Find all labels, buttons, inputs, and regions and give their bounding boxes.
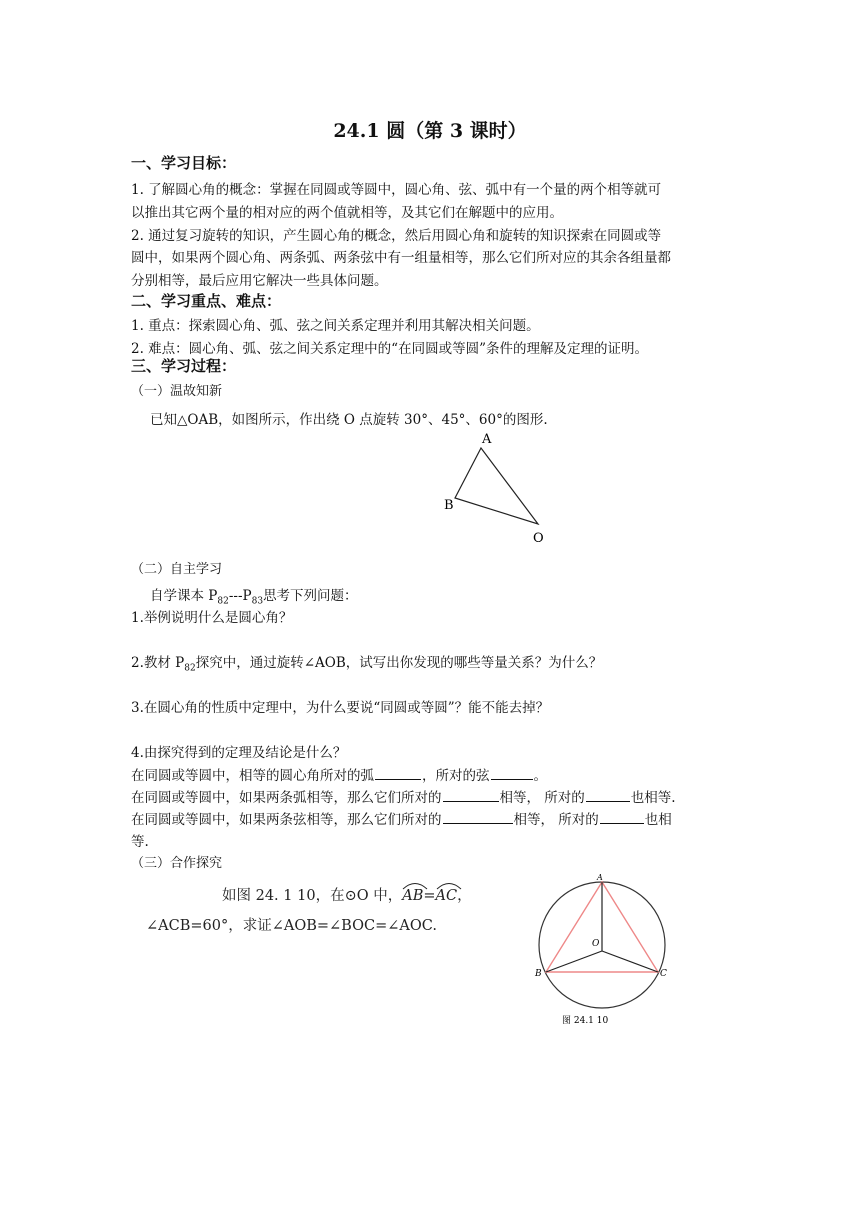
blank-2b[interactable] <box>586 789 630 802</box>
objective-1-line-1: 1. 了解圆心角的概念：掌握在同圆或等圆中，圆心角、弦、弧中有一个量的两个相等就可 <box>131 182 662 198</box>
objective-2-line-1: 2. 通过复习旋转的知识，产生圆心角的概念，然后用圆心角和旋转的知识探索在同圆或等 <box>131 228 662 244</box>
fill2-text-b: 相等， 所对的 <box>499 790 585 806</box>
fill-line-1 <box>131 764 547 784</box>
fill1-text-a: 在同圆或等圆中，相等的圆心角所对的弧 <box>131 768 374 784</box>
circle-figure <box>532 872 672 1028</box>
intro-sub-2: 83 <box>251 596 264 607</box>
fill-line-3-end: 等. <box>131 834 149 850</box>
circle-label-a: A <box>597 873 603 882</box>
radius-oc <box>602 951 658 972</box>
objective-2-line-2: 圆中，如果两个圆心角、两条弧、两条弦中有一组量相等，那么它们所对应的其余各组量都 <box>131 250 671 266</box>
intro-text-c: 思考下列问题： <box>263 588 358 604</box>
blank-2a[interactable] <box>443 789 499 802</box>
q2-text-b: 探究中，通过旋转∠AOB，试写出你发现的哪些等量关系？为什么？ <box>195 655 603 671</box>
question-4: 4.由探究得到的定理及结论是什么？ <box>131 745 347 761</box>
objective-1-line-2: 以推出其它两个量的相对应的两个值就相等，及其它们在解题中的应用。 <box>131 205 563 221</box>
q2-text-a: 2.教材 P <box>131 655 185 671</box>
triangle-oab-figure <box>440 428 550 546</box>
figure-caption: 图 24.1 10 <box>562 1016 609 1026</box>
part1-text: 已知△OAB，如图所示，作出绕 O 点旋转 30°、45°、60°的图形. <box>150 412 548 428</box>
q2-sub: 82 <box>184 663 196 674</box>
blank-chord[interactable] <box>491 767 533 780</box>
fill-line-2 <box>131 786 676 806</box>
label-b: B <box>444 498 454 513</box>
fill1-text-c: 。 <box>533 768 547 784</box>
arc-ac <box>436 886 458 904</box>
objective-2-line-3: 分别相等，最后应用它解决一些具体问题。 <box>131 273 388 289</box>
intro-text-b: ---P <box>228 588 252 604</box>
proof-text-a: 如图 24. 1 10，在⊙O 中， <box>222 888 403 904</box>
fill1-text-b: ，所对的弦 <box>422 768 490 784</box>
part2-label: （二）自主学习 <box>131 562 223 577</box>
fill3-text-b: 相等， 所对的 <box>513 812 599 828</box>
blank-3a[interactable] <box>443 811 513 824</box>
circle-label-b: B <box>535 969 542 979</box>
part1-label: （一）温故知新 <box>131 384 223 399</box>
section-keypoints-heading: 二、学习重点、难点： <box>131 292 282 310</box>
arc-ab-label: AB <box>402 888 424 904</box>
keypoint-1: 1. 重点：探索圆心角、弧、弦之间关系定理并利用其解决相关问题。 <box>131 318 540 334</box>
keypoint-2: 2. 难点：圆心角、弧、弦之间关系定理中的“在同圆或等圆”条件的理解及定理的证明。 <box>131 341 648 357</box>
blank-3b[interactable] <box>600 811 644 824</box>
blank-arc[interactable] <box>375 767 421 780</box>
question-1: 1.举例说明什么是圆心角？ <box>131 610 293 626</box>
fill2-text-c: 也相等. <box>630 790 676 806</box>
triangle-oab <box>455 448 538 524</box>
fill-line-3 <box>131 808 672 828</box>
proof-comma: ， <box>457 888 472 904</box>
radius-ob <box>546 951 602 972</box>
part3-label: （三）合作探究 <box>131 856 223 871</box>
circle-label-o: O <box>592 939 600 949</box>
fill3-text-a: 在同圆或等圆中，如果两条弦相等，那么它们所对的 <box>131 812 442 828</box>
arc-ac-label: AC <box>435 888 458 904</box>
intro-text-a: 自学课本 P <box>150 588 218 604</box>
page-title: 24.1 圆（第 3 课时） <box>333 120 527 142</box>
proof-eq: = <box>423 888 436 904</box>
circle-label-c: C <box>660 969 667 979</box>
label-a: A <box>482 432 492 447</box>
section-objectives-heading: 一、学习目标： <box>131 154 237 172</box>
question-3: 3.在圆心角的性质中定理中，为什么要说“同圆或等圆”？能不能去掉？ <box>131 700 550 716</box>
question-2 <box>131 651 602 674</box>
intro-sub-1: 82 <box>217 596 229 607</box>
section-process-heading: 三、学习过程： <box>131 357 237 375</box>
label-o: O <box>533 531 544 546</box>
fill3-text-c: 也相 <box>644 812 672 828</box>
arc-ab <box>402 886 423 904</box>
proof-line-1 <box>222 884 472 905</box>
fill2-text-a: 在同圆或等圆中，如果两条弧相等，那么它们所对的 <box>131 790 442 806</box>
proof-line-2: ∠ACB=60°，求证∠AOB=∠BOC=∠AOC. <box>146 918 437 934</box>
part2-intro <box>150 584 358 607</box>
